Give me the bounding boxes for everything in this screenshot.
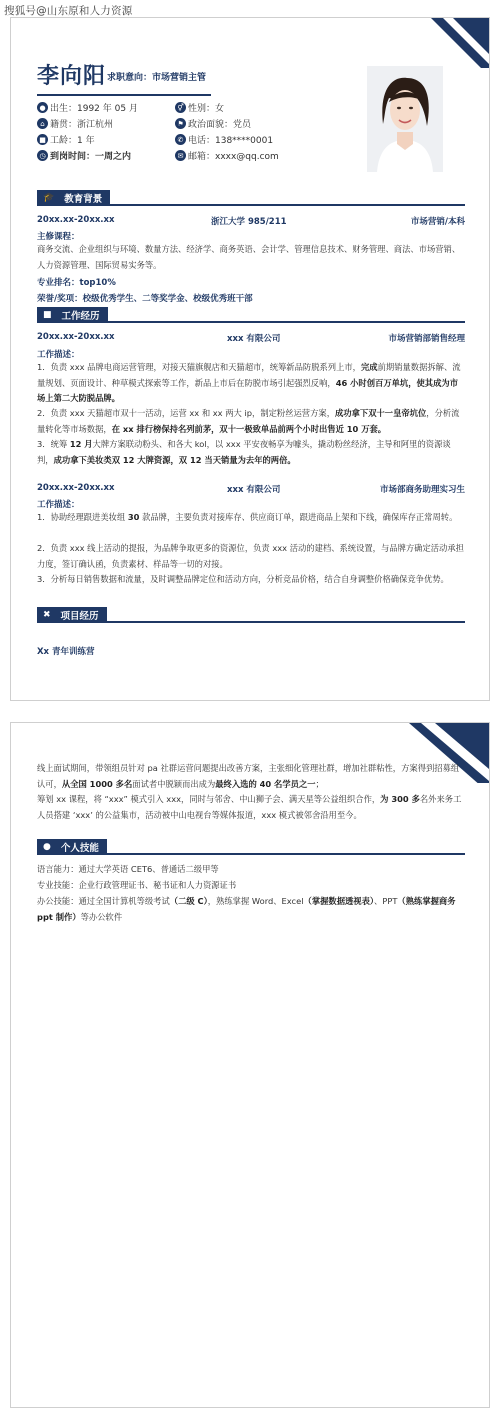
- corner-stripes-decoration: [409, 18, 489, 68]
- job-1-item-3: 3．统筹 12 月大牌方案联动粉头、和各大 kol，以 xxx 平安夜畅享为噱头，撬动粉丝经济，主导和阿里的资源谈判，成功拿下美妆类双 12 大牌资源，双 12 当天销量为去年的两倍。: [37, 439, 451, 465]
- job-intent-value: 市场营销主管: [152, 73, 207, 83]
- briefcase-icon: ■: [37, 134, 48, 145]
- graduation-cap-icon: 🎓: [43, 192, 55, 203]
- section-projects-title: ✖ 项目经历: [37, 607, 465, 623]
- flag-icon: ⚑: [175, 118, 186, 129]
- resume-page-1: 李向阳 求职意向：市场营销主管 ● 出生：1992 年 05 月 ⚥ 性别：女 ⌂ 籍贯：浙江杭州 ⚑ 政治面貌：党员 ■ 工龄：1 年 ✆ 电话：138****0001 ◷ 到岗时间： 一周之内 ✉ 邮箱：xxxx@qq.com 🎓 教育背景 20xx.xx-20xx.xx 浙江大学 985/211 市场营销/本科 主修课程： 商务交流、企业组织与环境、数量方法、经济学、商务英语、会计学、管理信息技术、财务管理、商法、市场营销、人力资源管理、国际贸易实务等。 专业排名：top10% 荣誉/奖项：校级优秀学生、二等奖学金、校级优秀班干部 ■ 工作经历 20xx.xx-20xx.xx xxx 有限公司 市场营销部销售经理 工作描述： 1．负责 xxx 品牌电商运营管理，对接天猫旗舰店和天猫超市，统筹新品防脱系列上市，完成前期销量数据拆解、流量规划、页面设计、种草模式探索等工作，新品上市后在防脱市场引起强烈反响，46 小时创百万单坑，使其成为市场上第二大防脱品牌。 2．负责 xxx 天猫超市双十一活动，运营 xx 和 xx 两大 ip，制定粉丝运营方案，成功拿下双十一皇帝坑位，分析流量转化等市场数据，在 xx 排行榜保持名列前茅，双十一极致单品前两个小时出售近 10 万套。 3．统筹 12 月大牌方案联动粉头、和各大 kol，以 xxx 平安夜畅享为噱头，撬动粉丝经济，主导和阿里的资源谈判，成功拿下美妆类双 12 大牌资源，双 12 当天销量为去年的两倍。 20xx.xx-20xx.xx xxx 有限公司 市场部商务助理实习生 工作描述： 1．协助经理跟进美妆组 30 款品牌，主要负责对接库存、供应商订单，跟进商品上架和下线，确保库存正常周转。 2．负责 xxx 线上活动的提报，为品牌争取更多的资源位，负责 xxx 活动的建档、系统设置，与品牌方确定活动承担力度，签订确认函，负责素材、样品等一切的对接。 3．分析每日销售数据和流量，及时调整品牌定位和活动方向，分析竞品价格，结合自身调整价格确保竞争优势。 ✖ 项目经历 Xx 青年训练营: [10, 17, 490, 701]
- mail-icon: ✉: [175, 150, 186, 161]
- rank-text: 专业排名：top10%: [37, 278, 116, 288]
- section-work-title: ■ 工作经历: [37, 307, 465, 323]
- project-para-1: 线上面试期间，带领组员针对 pa 社群运营问题提出改善方案，主张细化管理社群，增加社群粘性，方案得到招募组认可，从全国 1000 多名面试者中脱颖而出成为最终入选的 40 名学员之一；: [37, 763, 460, 789]
- info-politics: ⚑ 政治面貌：党员: [175, 117, 251, 130]
- info-phone: ✆ 电话：138****0001: [175, 133, 273, 146]
- honors-text: 荣誉/奖项：校级优秀学生、二等奖学金、校级优秀班干部: [37, 294, 253, 304]
- job-1-desc-label: 工作描述：: [37, 350, 80, 360]
- header-underline: [37, 94, 211, 96]
- job-2-item-2: 2．负责 xxx 线上活动的提报，为品牌争取更多的资源位，负责 xxx 活动的建档、系统设置，与品牌方确定活动承担力度，签订确认函，负责素材、样品等一切的对接。: [37, 543, 464, 569]
- courses-label: 主修课程：: [37, 232, 80, 242]
- job-intent-label: 求职意向：: [107, 73, 153, 83]
- skill-language: 语言能力：通过大学英语 CET6、普通话二级甲等: [37, 864, 219, 874]
- resume-page-2: [10, 722, 490, 1408]
- watermark: 搜狐号@山东原和人力资源: [4, 5, 133, 17]
- briefcase-icon: ■: [43, 309, 52, 320]
- job-2-item-1: 1．协助经理跟进美妆组 30 款品牌，主要负责对接库存、供应商订单，跟进商品上架和下线，确保库存正常周转。: [37, 512, 458, 522]
- skill-office: 办公技能：通过全国计算机等级考试（二级 C），熟练掌握 Word、Excel（掌握数据透视表）、PPT（熟练掌握商务 ppt 制作）等办公软件: [37, 896, 456, 922]
- gender-icon: ⚥: [175, 102, 186, 113]
- info-gender: ⚥ 性别：女: [175, 101, 224, 114]
- section-skills-title: ● 个人技能: [37, 839, 465, 855]
- job-2-desc-label: 工作描述：: [37, 500, 80, 510]
- clock-icon: ◷: [37, 150, 48, 161]
- project-para-2: 筹划 xx 课程，将 “xxx” 模式引入 xxx，同时与邻舍、中山狮子会、满天星等公益组织合作，为 300 多名外来务工人员搭建 ‘xxx’ 的公益集市，活动被中山电视台等媒体报道，xxx 模式被邻舍沿用至今。: [37, 794, 462, 820]
- project-name: Xx 青年训练营: [37, 647, 95, 657]
- skill-professional: 专业技能：企业行政管理证书、秘书证和人力资源证书: [37, 880, 237, 890]
- info-availability: ◷ 到岗时间： 一周之内: [37, 149, 131, 162]
- home-icon: ⌂: [37, 118, 48, 129]
- section-education-title: 🎓 教育背景: [37, 190, 465, 206]
- tools-icon: ✖: [43, 609, 51, 620]
- info-email: ✉ 邮箱：xxxx@qq.com: [175, 149, 279, 162]
- job-intent: [107, 70, 206, 83]
- job-1-item-2: 2．负责 xxx 天猫超市双十一活动，运营 xx 和 xx 两大 ip，制定粉丝运营方案，成功拿下双十一皇帝坑位，分析流量转化等市场数据，在 xx 排行榜保持名列前茅，双十一极致单品前两个小时出售近 10 万套。: [37, 408, 460, 434]
- candidate-name: 李向阳: [37, 64, 107, 89]
- job-1-item-1: 1．负责 xxx 品牌电商运营管理，对接天猫旗舰店和天猫超市，统筹新品防脱系列上市，完成前期销量数据拆解、流量规划、页面设计、种草模式探索等工作，新品上市后在防脱市场引起强烈反响，46 小时创百万单坑，使其成为市场上第二大防脱品牌。: [37, 362, 461, 403]
- job-2-item-3: 3．分析每日销售数据和流量，及时调整品牌定位和活动方向，分析竞品价格，结合自身调整价格确保竞争优势。: [37, 574, 449, 584]
- profile-photo: [367, 66, 443, 172]
- info-hometown: ⌂ 籍贯：浙江杭州: [37, 117, 113, 130]
- user-icon: ●: [37, 102, 48, 113]
- courses-text: 商务交流、企业组织与环境、数量方法、经济学、商务英语、会计学、管理信息技术、财务管理、商法、市场营销、人力资源管理、国际贸易实务等。: [37, 244, 461, 270]
- user-icon: ●: [43, 841, 51, 852]
- info-birth: ● 出生：1992 年 05 月: [37, 101, 138, 114]
- phone-icon: ✆: [175, 134, 186, 145]
- info-experience: ■ 工龄：1 年: [37, 133, 95, 146]
